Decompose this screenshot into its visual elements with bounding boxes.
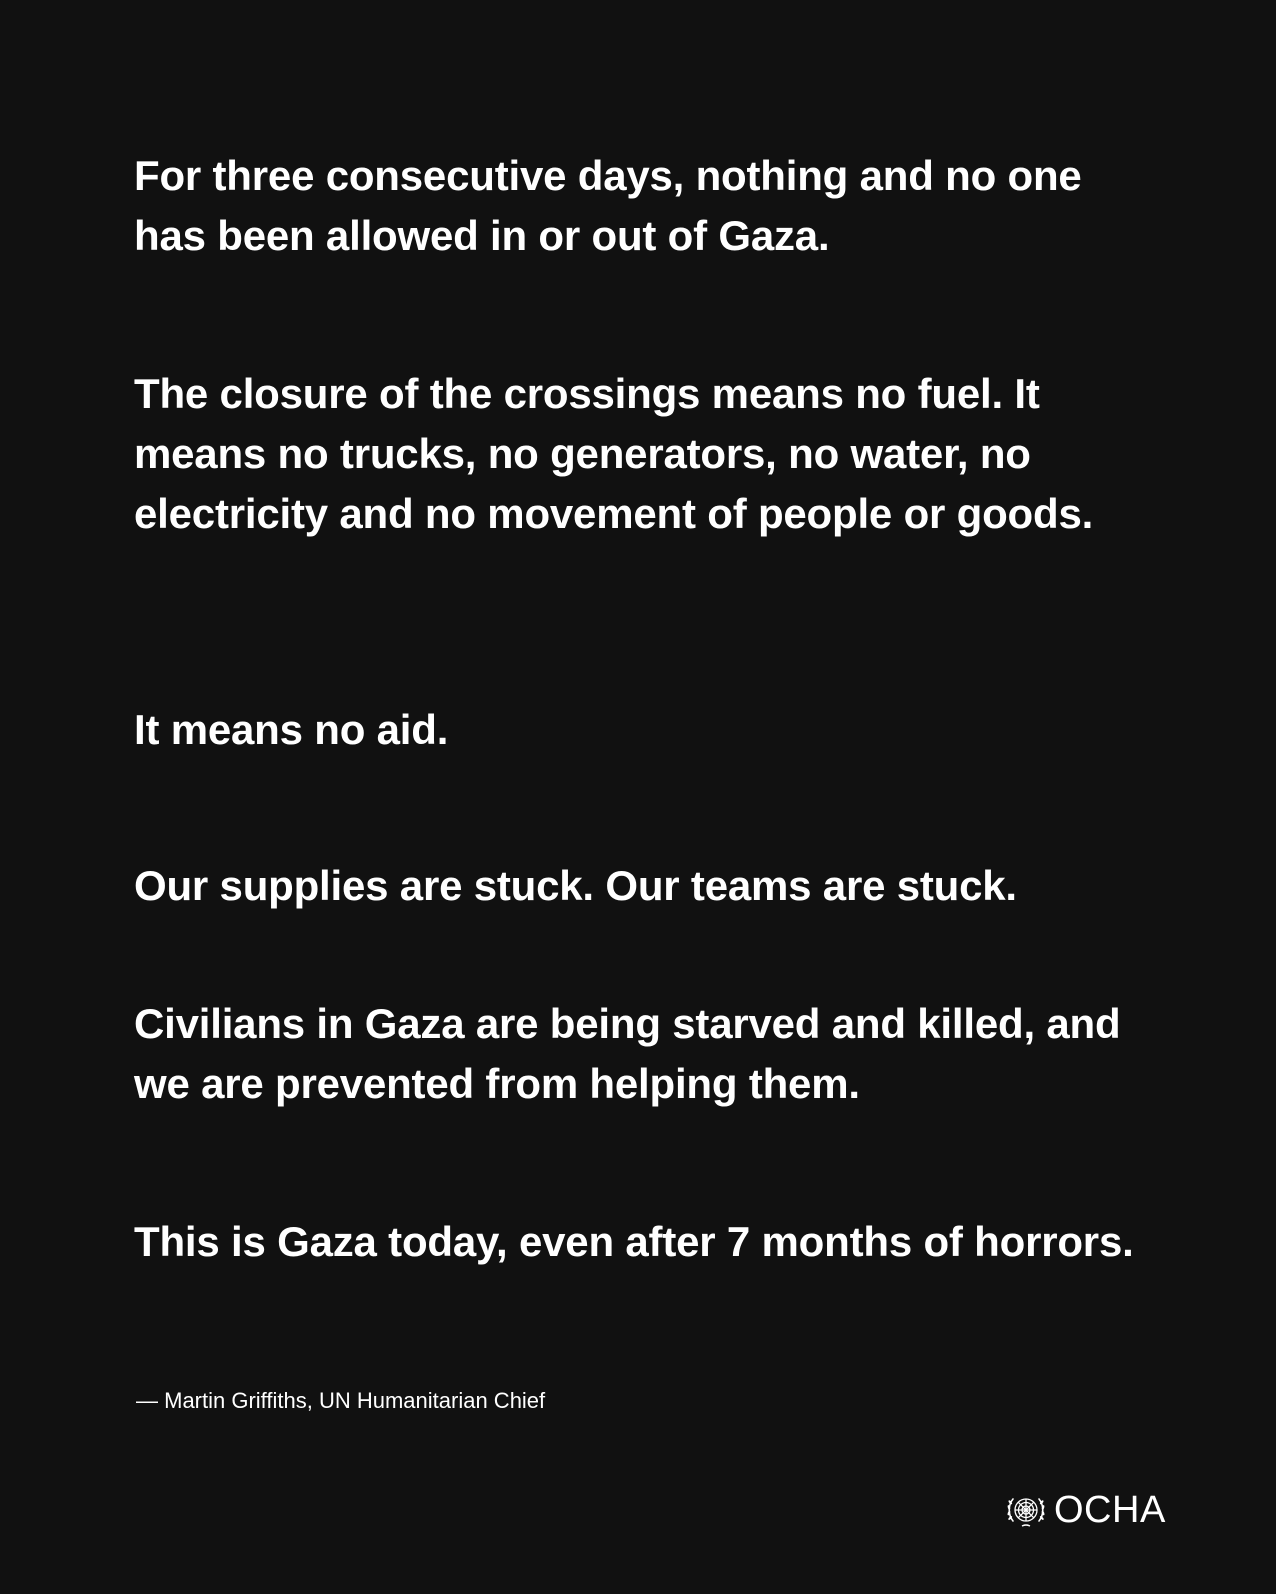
quote-paragraph-5: Civilians in Gaza are being starved and killed, and we are prevented from helping them. xyxy=(134,1000,1121,1107)
quote-attribution: — Martin Griffiths, UN Humanitarian Chief xyxy=(136,1388,546,1413)
quote-paragraph-2: The closure of the crossings means no fuel. It means no trucks, no generators, no water, no electricity and no movement of people or goods. xyxy=(134,370,1094,537)
quote-paragraph-4: Our supplies are stuck. Our teams are stuck. xyxy=(134,862,1017,909)
un-emblem-icon xyxy=(1004,1488,1048,1532)
ocha-logo-text: OCHA xyxy=(1054,1489,1166,1531)
ocha-logo xyxy=(1004,1488,1166,1532)
quote-paragraph-6: This is Gaza today, even after 7 months of horrors. xyxy=(134,1218,1134,1265)
quote-paragraph-1: For three consecutive days, nothing and no one has been allowed in or out of Gaza. xyxy=(134,152,1082,259)
quote-paragraph-3: It means no aid. xyxy=(134,706,449,753)
